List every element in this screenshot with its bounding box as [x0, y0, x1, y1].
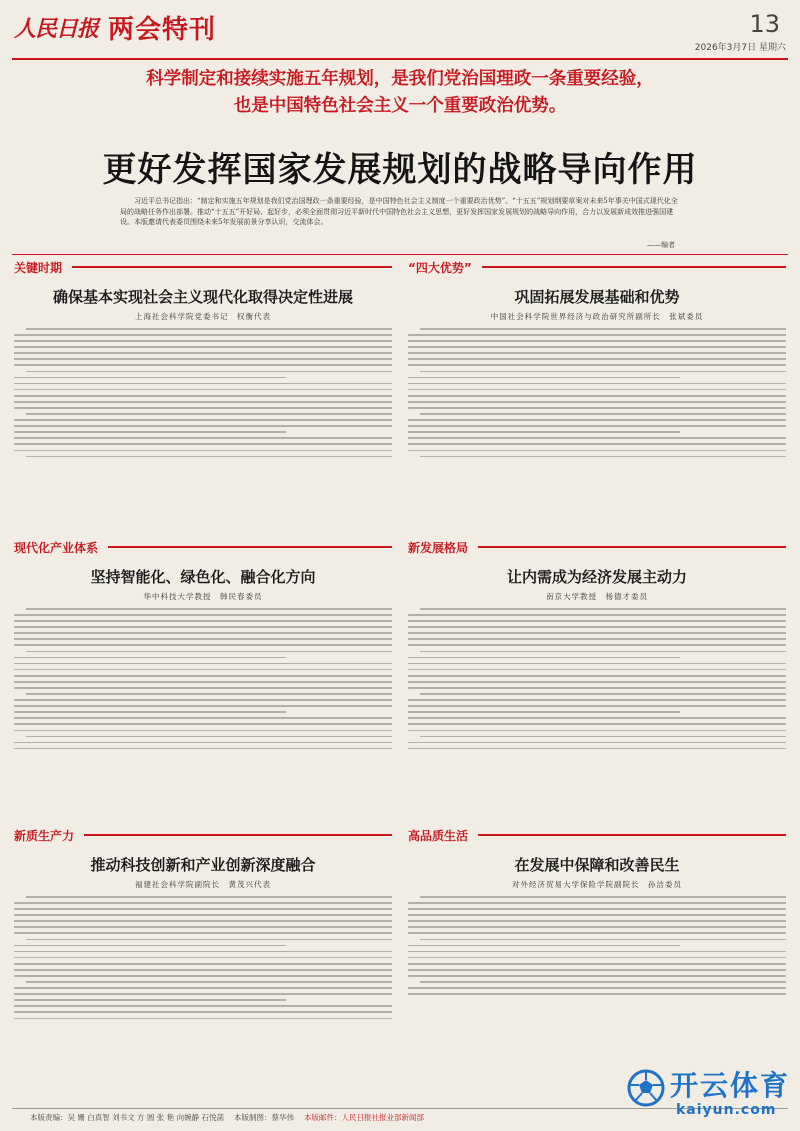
- body-text-line: [408, 383, 786, 385]
- body-text-line: [408, 699, 786, 701]
- body-text-line: [14, 657, 286, 659]
- soccer-ball-icon: [626, 1068, 666, 1108]
- body-text-line: [14, 723, 392, 725]
- body-text-line: [408, 364, 786, 366]
- body-text-line: [14, 1018, 392, 1020]
- body-text-line: [408, 663, 786, 665]
- footer-editors: 本版责编：吴 姗 白真智 刘书文 方 圆 张 艳 向婉静 石悦菡: [30, 1113, 224, 1122]
- body-text-line: [14, 632, 392, 634]
- section-tag-label: 高品质生活: [408, 828, 469, 843]
- body-text-line: [14, 663, 392, 665]
- body-text-line: [14, 705, 392, 707]
- body-text-line: [14, 364, 392, 366]
- watermark-brand: 开云体育: [670, 1069, 791, 1102]
- article-title: 坚持智能化、绿色化、融合化方向: [90, 568, 316, 586]
- section-tag-label: 现代化产业体系: [14, 540, 99, 555]
- body-text-line: [408, 437, 786, 439]
- body-text-line: [408, 657, 680, 659]
- body-text-line: [420, 328, 786, 330]
- body-text-line: [14, 358, 392, 360]
- body-text-line: [408, 626, 786, 628]
- body-text-line: [14, 914, 392, 916]
- body-text-line: [408, 975, 786, 977]
- body-text-line: [420, 939, 786, 941]
- section-tag: [14, 826, 392, 844]
- body-text-line: [14, 987, 392, 989]
- body-text-line: [14, 389, 392, 391]
- body-text-line: [14, 975, 392, 977]
- intro-divider: [12, 254, 788, 255]
- body-text-line: [408, 675, 786, 677]
- masthead-divider: [12, 58, 788, 60]
- edition-title: 两会特刊: [108, 14, 217, 45]
- body-text-line: [408, 407, 786, 409]
- body-text-line: [408, 431, 680, 433]
- page-headline: 更好发挥国家发展规划的战略导向作用: [102, 150, 698, 190]
- body-text-line: [408, 902, 786, 904]
- section-tag-label: 新质生产力: [14, 828, 75, 843]
- body-text-line: [408, 926, 786, 928]
- article-title: 推动科技创新和产业创新深度融合: [90, 856, 316, 874]
- body-text-line: [420, 371, 786, 373]
- body-text-line: [408, 419, 786, 421]
- article-four-advantages: [408, 258, 786, 462]
- article-body: [14, 328, 392, 457]
- section-tag-label: “四大优势”: [408, 260, 472, 275]
- body-text-line: [408, 632, 786, 634]
- body-text-line: [408, 717, 786, 719]
- section-tag: [408, 826, 786, 844]
- article-body: [14, 896, 392, 1019]
- body-text-line: [408, 352, 786, 354]
- body-text-line: [26, 896, 392, 898]
- body-text-line: [14, 1005, 392, 1007]
- body-text-line: [408, 377, 680, 379]
- body-text-line: [408, 742, 786, 744]
- body-text-line: [14, 377, 286, 379]
- article-title: 确保基本实现社会主义现代化取得决定性进展: [52, 288, 353, 306]
- body-text-line: [14, 334, 392, 336]
- body-text-line: [408, 346, 786, 348]
- tag-rule: [108, 546, 392, 548]
- body-text-line: [26, 328, 392, 330]
- article-title: 巩固拓展发展基础和优势: [514, 288, 680, 306]
- body-text-line: [408, 644, 786, 646]
- body-text-line: [408, 705, 786, 707]
- section-tag: [14, 258, 392, 276]
- body-text-line: [420, 651, 786, 653]
- body-text-line: [408, 711, 680, 713]
- body-text-line: [14, 401, 392, 403]
- body-text-line: [408, 987, 786, 989]
- body-text-line: [408, 687, 786, 689]
- body-text-line: [14, 742, 392, 744]
- body-text-line: [14, 926, 392, 928]
- body-text-line: [14, 951, 392, 953]
- body-text-line: [408, 681, 786, 683]
- body-text-line: [14, 1011, 392, 1013]
- article-quality-life: [408, 826, 786, 999]
- body-text-line: [408, 945, 680, 947]
- site-watermark: [626, 1062, 794, 1126]
- body-text-line: [14, 431, 286, 433]
- article-industrial-system: [14, 538, 392, 754]
- article-new-development-pattern: [408, 538, 786, 754]
- article-key-period: [14, 258, 392, 462]
- section-tag: [14, 538, 392, 556]
- body-text-line: [408, 389, 786, 391]
- editor-signature: ——编者: [647, 241, 675, 249]
- article-author: 上海社会科学院党委书记 权衡代表: [135, 312, 271, 321]
- body-text-line: [14, 425, 392, 427]
- body-text-line: [408, 614, 786, 616]
- body-text-line: [408, 963, 786, 965]
- body-text-line: [420, 608, 786, 610]
- body-text-line: [14, 681, 392, 683]
- body-text-line: [408, 920, 786, 922]
- body-text-line: [408, 914, 786, 916]
- body-text-line: [14, 443, 392, 445]
- footer-designer: 本版制图：蔡华伟: [233, 1113, 294, 1122]
- tag-rule: [72, 266, 392, 268]
- body-text-line: [408, 450, 786, 452]
- body-text-line: [14, 626, 392, 628]
- body-text-line: [14, 993, 392, 995]
- tag-rule: [482, 266, 786, 268]
- body-text-line: [408, 908, 786, 910]
- body-text-line: [420, 736, 786, 738]
- tag-rule: [478, 834, 786, 836]
- body-text-line: [408, 730, 786, 732]
- body-text-line: [14, 620, 392, 622]
- article-author: 对外经济贸易大学保险学院副院长 孙洁委员: [512, 880, 682, 889]
- body-text-line: [14, 644, 392, 646]
- article-title: 让内需成为经济发展主动力: [506, 568, 687, 586]
- body-text-line: [14, 346, 392, 348]
- body-text-line: [408, 993, 786, 995]
- body-text-line: [14, 675, 392, 677]
- body-text-line: [420, 693, 786, 695]
- article-title: 在发展中保障和改善民生: [514, 856, 680, 874]
- watermark-url: kaiyun.com: [676, 1102, 777, 1118]
- body-text-line: [14, 717, 392, 719]
- article-body: [408, 896, 786, 995]
- body-text-line: [408, 748, 786, 750]
- body-text-line: [408, 957, 786, 959]
- body-text-line: [420, 896, 786, 898]
- body-text-line: [14, 908, 392, 910]
- body-text-line: [14, 352, 392, 354]
- issue-date: 2026年3月7日 星期六: [694, 43, 786, 53]
- body-text-line: [14, 419, 392, 421]
- body-text-line: [408, 723, 786, 725]
- body-text-line: [14, 437, 392, 439]
- body-text-line: [14, 945, 286, 947]
- body-text-line: [408, 638, 786, 640]
- footer-note: 本版邮件：人民日报社报业部新闻部: [303, 1113, 424, 1122]
- body-text-line: [14, 614, 392, 616]
- body-text-line: [408, 395, 786, 397]
- article-author: 中国社会科学院世界经济与政治研究所副所长 张斌委员: [490, 312, 704, 321]
- section-tag-label: 新发展格局: [408, 540, 469, 555]
- newspaper-logo: 人民日报: [14, 15, 99, 42]
- article-author: 福建社会科学院副院长 黄茂兴代表: [135, 880, 271, 889]
- body-text-line: [420, 456, 786, 458]
- article-new-productive-forces: [14, 826, 392, 1024]
- body-text-line: [408, 358, 786, 360]
- body-text-line: [14, 340, 392, 342]
- body-text-line: [14, 902, 392, 904]
- body-text-line: [408, 443, 786, 445]
- body-text-line: [408, 932, 786, 934]
- section-tag: [408, 258, 786, 276]
- body-text-line: [26, 981, 392, 983]
- body-text-line: [420, 413, 786, 415]
- article-author: 华中科技大学教授 韩民春委员: [143, 592, 263, 601]
- section-tag-label: 关键时期: [14, 260, 63, 275]
- body-text-line: [408, 401, 786, 403]
- page-number: 13: [749, 10, 780, 38]
- body-text-line: [408, 620, 786, 622]
- body-text-line: [14, 383, 392, 385]
- body-text-line: [14, 395, 392, 397]
- editor-intro: 习近平总书记指出：“制定和实施五年规划是我们党治国理政一条重要经验，是中国特色社会主义制度一个重要政治优势”。“十五五”规划纲要草案对未来5年事关中国式现代化全局的战略任务作出部署。推动“十五五”开好局、起好步，必须全面贯彻习近平新时代中国特色社会主义思想，更好发挥国家发展规划的战略导向作用，合力以发展新成效推进强国建设。本版邀请代表委员围绕未来5年发展前景分享认识，交流体会。: [120, 197, 678, 226]
- body-text-line: [14, 407, 392, 409]
- body-text-line: [26, 693, 392, 695]
- body-text-line: [14, 963, 392, 965]
- pull-quote-line-2: 也是中国特色社会主义一个重要政治优势。: [233, 96, 567, 116]
- body-text-line: [14, 748, 392, 750]
- pull-quote-line-1: 科学制定和接续实施五年规划，是我们党治国理政一条重要经验，: [146, 69, 654, 89]
- body-text-line: [26, 651, 392, 653]
- pull-quote: [0, 66, 800, 120]
- body-text-line: [14, 969, 392, 971]
- article-author: 南京大学教授 杨德才委员: [546, 592, 648, 601]
- body-text-line: [408, 334, 786, 336]
- body-text-line: [14, 711, 286, 713]
- tag-rule: [84, 834, 392, 836]
- body-text-line: [14, 699, 392, 701]
- article-body: [408, 608, 786, 749]
- body-text-line: [14, 450, 392, 452]
- tag-rule: [478, 546, 786, 548]
- body-text-line: [14, 999, 286, 1001]
- body-text-line: [26, 371, 392, 373]
- body-text-line: [14, 932, 392, 934]
- body-text-line: [408, 669, 786, 671]
- body-text-line: [14, 957, 392, 959]
- body-text-line: [408, 340, 786, 342]
- body-text-line: [26, 736, 392, 738]
- body-text-line: [26, 456, 392, 458]
- body-text-line: [408, 951, 786, 953]
- body-text-line: [26, 939, 392, 941]
- body-text-line: [14, 730, 392, 732]
- body-text-line: [26, 413, 392, 415]
- body-text-line: [420, 981, 786, 983]
- body-text-line: [14, 687, 392, 689]
- body-text-line: [14, 920, 392, 922]
- article-body: [14, 608, 392, 749]
- body-text-line: [26, 608, 392, 610]
- page-footer: [30, 1112, 590, 1123]
- body-text-line: [14, 638, 392, 640]
- body-text-line: [408, 969, 786, 971]
- masthead: [0, 0, 800, 56]
- section-tag: [408, 538, 786, 556]
- body-text-line: [14, 669, 392, 671]
- body-text-line: [408, 425, 786, 427]
- article-body: [408, 328, 786, 457]
- brand: [14, 12, 217, 45]
